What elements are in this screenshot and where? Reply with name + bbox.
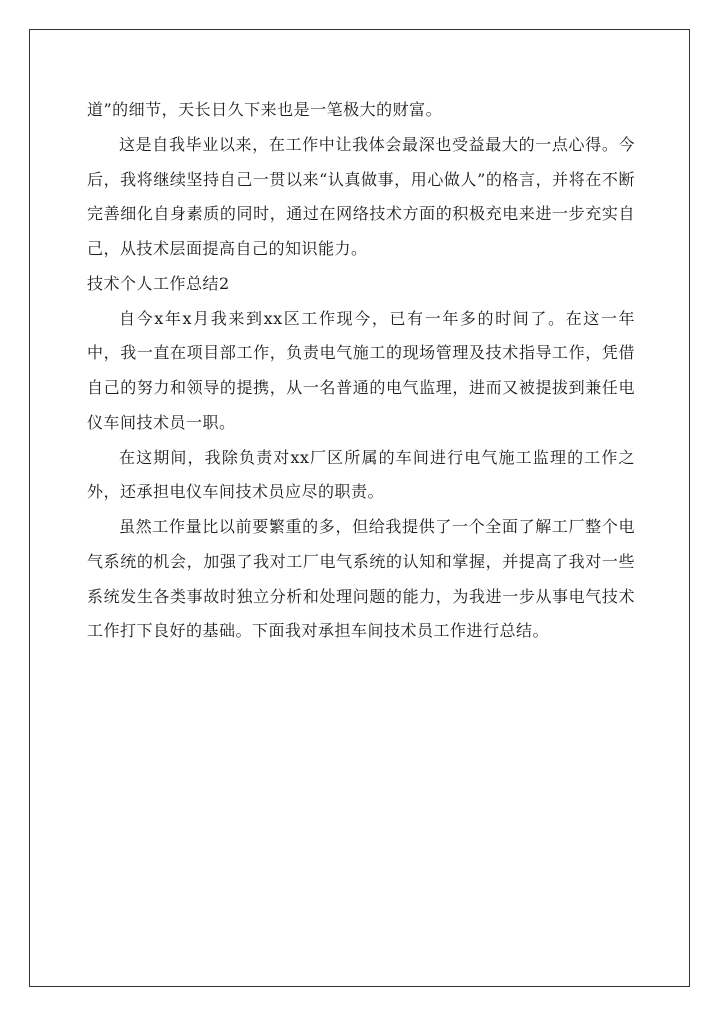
paragraph-summary: 虽然工作量比以前要繁重的多，但给我提供了一个全面了解工厂整个电气系统的机会，加强了我对工厂电气系统的认知和掌握，并提高了我对一些系统发生各类事故时独立分析和处理问题的能力，为我进一步从事电气技术工作打下良好的基础。下面我对承担车间技术员工作进行总结。 <box>87 517 635 641</box>
document-body <box>87 93 635 649</box>
paragraph-intro: 自今x年x月我来到xx区工作现今，已有一年多的时间了。在这一年中，我一直在项目部工作，负责电气施工的现场管理及技术指导工作，凭借自己的努力和领导的提携，从一名普通的电气监理，进而又被提拔到兼任电仪车间技术员一职。 <box>87 308 635 432</box>
paragraph-duties: 在这期间，我除负责对xx厂区所属的车间进行电气施工监理的工作之外，还承担电仪车间技术员应尽的职责。 <box>87 447 635 502</box>
paragraph-continuation: 道”的细节，天长日久下来也是一笔极大的财富。 <box>87 100 443 119</box>
section-title: 技术个人工作总结2 <box>87 273 230 293</box>
paragraph-conclusion: 这是自我毕业以来，在工作中让我体会最深也受益最大的一点心得。今后，我将继续坚持自己一贯以来“认真做事，用心做人”的格言，并将在不断完善细化自身素质的同时，通过在网络技术方面的积极充电来进一步充实自己，从技术层面提高自己的知识能力。 <box>87 134 635 258</box>
